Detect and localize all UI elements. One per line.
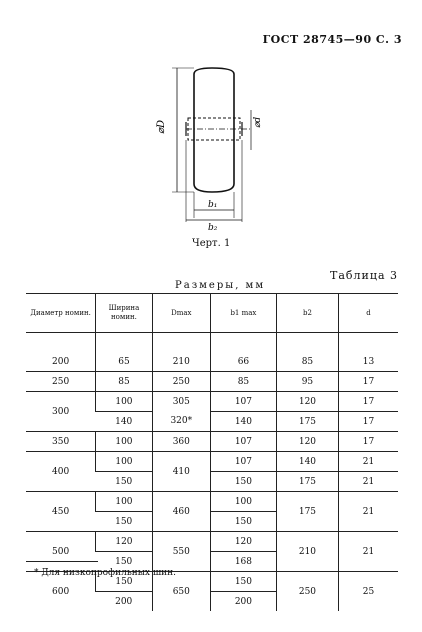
table-cell: 168 xyxy=(210,552,276,572)
table-cell: 17 xyxy=(338,412,398,432)
table-row xyxy=(26,372,398,392)
table-cell: 21 xyxy=(338,532,398,572)
table-cell: 100 xyxy=(96,492,152,512)
table-cell: 400 xyxy=(26,452,96,492)
table-cell: 150 xyxy=(210,572,276,592)
table-cell: 360 xyxy=(152,432,210,452)
table-cell: 120 xyxy=(210,532,276,552)
table-cell: 140 xyxy=(96,412,152,432)
table-row xyxy=(26,432,398,452)
table-cell: 17 xyxy=(338,432,398,452)
table-cell: 85 xyxy=(276,352,338,372)
table-cell: 120 xyxy=(276,392,338,412)
table-cell: 200 xyxy=(115,596,133,607)
table-cell: 200 xyxy=(210,592,276,612)
table-cell: 150 xyxy=(210,472,276,492)
table-header-row xyxy=(26,294,398,333)
table-cell: 250 xyxy=(276,572,338,612)
table-cell: 120 xyxy=(276,432,338,452)
table-cell: 107 xyxy=(210,392,276,412)
table-cell: 100 xyxy=(96,452,152,472)
table-cell: 450 xyxy=(26,492,96,532)
table-cell: 210 xyxy=(276,532,338,572)
table-cell: 13 xyxy=(338,352,398,372)
footnote-divider xyxy=(26,561,98,562)
table-cell: 150 xyxy=(210,512,276,532)
table-label: Таблица 3 xyxy=(330,269,398,282)
table-cell: 100 xyxy=(210,492,276,512)
table-cell: 25 xyxy=(338,572,398,612)
table-cell: 95 xyxy=(276,372,338,392)
table-row xyxy=(26,532,398,552)
table-cell: 100 xyxy=(96,392,152,412)
table-cell: 550 xyxy=(152,532,210,572)
table-cell: 150 xyxy=(96,552,152,572)
col-header: Dmax xyxy=(152,294,210,333)
table-cell: 305 xyxy=(152,392,210,412)
col-header: Ширина номин. xyxy=(96,294,152,333)
table-cell: 410 xyxy=(152,452,210,492)
diameter-label: ⌀D xyxy=(156,119,167,134)
table-cell: 107 xyxy=(210,452,276,472)
table-cell: 150 xyxy=(96,472,152,492)
table-cell: 21 xyxy=(338,472,398,492)
col-header: b2 xyxy=(276,294,338,333)
table-row xyxy=(26,392,398,412)
table-cell: 650 xyxy=(152,572,210,612)
table-cell: 500 xyxy=(26,532,96,572)
table-cell: 17 xyxy=(338,392,398,412)
table-cell: 175 xyxy=(276,472,338,492)
document-reference: ГОСТ 28745—90 С. 3 xyxy=(262,33,402,46)
table-cell: 320* xyxy=(152,412,210,432)
table-cell: 107 xyxy=(210,432,276,452)
table-cell: 85 xyxy=(210,372,276,392)
table-cell: 120 xyxy=(96,532,152,552)
table-row xyxy=(26,352,398,372)
table-cell: 85 xyxy=(96,372,152,392)
b2-label: b₂ xyxy=(208,223,218,230)
col-header: Диаметр номин. xyxy=(26,294,96,333)
dimensions-table xyxy=(26,293,398,611)
table-units: Размеры, мм xyxy=(175,280,266,291)
table-cell: 250 xyxy=(26,372,96,392)
col-header: d xyxy=(338,294,398,333)
b1-label: b₁ xyxy=(208,200,218,210)
table-cell: 21 xyxy=(338,492,398,532)
footnote: * Для низкопрофильных шин. xyxy=(34,568,177,578)
table-cell: 210 xyxy=(152,352,210,372)
wheel-drawing xyxy=(150,60,270,230)
table-cell: 200 xyxy=(26,352,96,372)
table-cell: 250 xyxy=(152,372,210,392)
table-cell: 150 xyxy=(96,512,152,532)
table-cell: 175 xyxy=(276,412,338,432)
table-cell: 65 xyxy=(96,352,152,372)
table-row xyxy=(26,452,398,472)
col-header: b1 max xyxy=(210,294,276,333)
table-cell: 460 xyxy=(152,492,210,532)
table-cell: 600 xyxy=(52,586,70,597)
bore-label: ⌀d xyxy=(253,116,263,128)
table-row xyxy=(26,492,398,512)
table-cell: 17 xyxy=(338,372,398,392)
table-cell: 150 xyxy=(96,572,152,592)
figure-caption: Черт. 1 xyxy=(192,238,231,249)
table-cell: 21 xyxy=(338,452,398,472)
table-cell: 100 xyxy=(96,432,152,452)
table-cell: 175 xyxy=(276,492,338,532)
table-cell: 350 xyxy=(26,432,96,452)
table-cell: 140 xyxy=(276,452,338,472)
table-cell: 300 xyxy=(26,392,96,432)
table-cell: 140 xyxy=(210,412,276,432)
table-cell: 66 xyxy=(210,352,276,372)
